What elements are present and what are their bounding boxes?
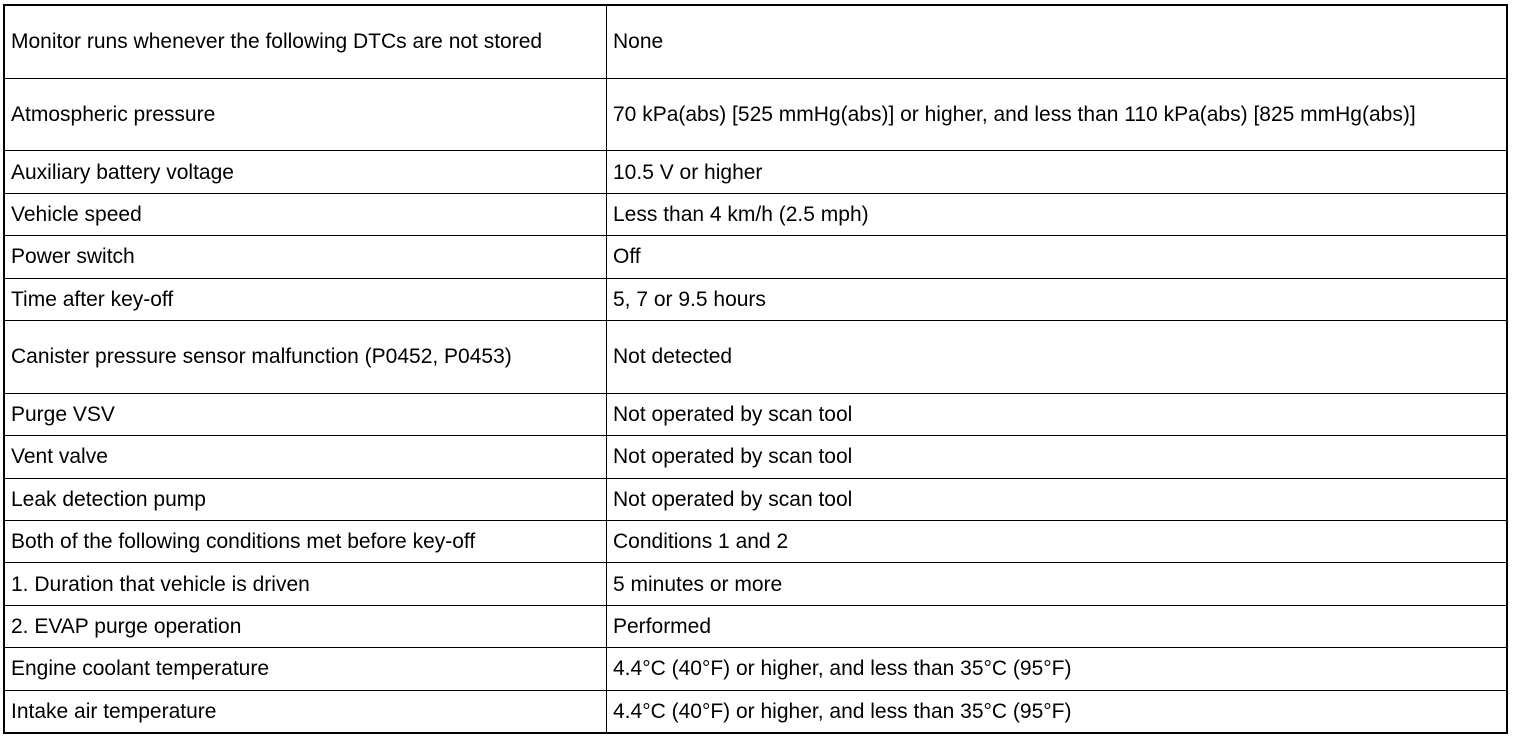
table-row [5, 648, 1507, 690]
condition-cell: Intake air temperature [5, 690, 607, 732]
table-row [5, 393, 1507, 435]
table-row [5, 605, 1507, 647]
value-cell: Conditions 1 and 2 [607, 520, 1507, 562]
table-row [5, 321, 1507, 394]
condition-cell: Both of the following conditions met before key-off [5, 520, 607, 562]
condition-cell: Atmospheric pressure [5, 78, 607, 151]
conditions-table [4, 5, 1507, 733]
condition-cell: Leak detection pump [5, 478, 607, 520]
value-cell: Not detected [607, 321, 1507, 394]
condition-cell: Monitor runs whenever the following DTCs are not stored [5, 6, 607, 79]
table-row [5, 193, 1507, 235]
table-row [5, 6, 1507, 79]
value-cell: 5, 7 or 9.5 hours [607, 278, 1507, 320]
table-row [5, 236, 1507, 278]
table-row [5, 436, 1507, 478]
table-row [5, 478, 1507, 520]
value-cell: Off [607, 236, 1507, 278]
value-cell: Performed [607, 605, 1507, 647]
value-cell: Not operated by scan tool [607, 478, 1507, 520]
condition-cell: Engine coolant temperature [5, 648, 607, 690]
condition-cell: Purge VSV [5, 393, 607, 435]
value-cell: 10.5 V or higher [607, 151, 1507, 193]
table-row [5, 520, 1507, 562]
condition-cell: 1. Duration that vehicle is driven [5, 563, 607, 605]
value-cell: 70 kPa(abs) [525 mmHg(abs)] or higher, and less than 110 kPa(abs) [825 mmHg(abs)] [607, 78, 1507, 151]
table-row [5, 690, 1507, 732]
value-cell: 4.4°C (40°F) or higher, and less than 35°C (95°F) [607, 690, 1507, 732]
value-cell: 5 minutes or more [607, 563, 1507, 605]
value-cell: Not operated by scan tool [607, 393, 1507, 435]
value-cell: Not operated by scan tool [607, 436, 1507, 478]
value-cell: 4.4°C (40°F) or higher, and less than 35°C (95°F) [607, 648, 1507, 690]
value-cell: None [607, 6, 1507, 79]
condition-cell: Vent valve [5, 436, 607, 478]
table-row [5, 78, 1507, 151]
value-cell: Less than 4 km/h (2.5 mph) [607, 193, 1507, 235]
condition-cell: Vehicle speed [5, 193, 607, 235]
condition-cell: 2. EVAP purge operation [5, 605, 607, 647]
table-row [5, 278, 1507, 320]
condition-cell: Power switch [5, 236, 607, 278]
condition-cell: Time after key-off [5, 278, 607, 320]
condition-cell: Auxiliary battery voltage [5, 151, 607, 193]
table-row [5, 563, 1507, 605]
table-row [5, 151, 1507, 193]
condition-cell: Canister pressure sensor malfunction (P0452, P0453) [5, 321, 607, 394]
